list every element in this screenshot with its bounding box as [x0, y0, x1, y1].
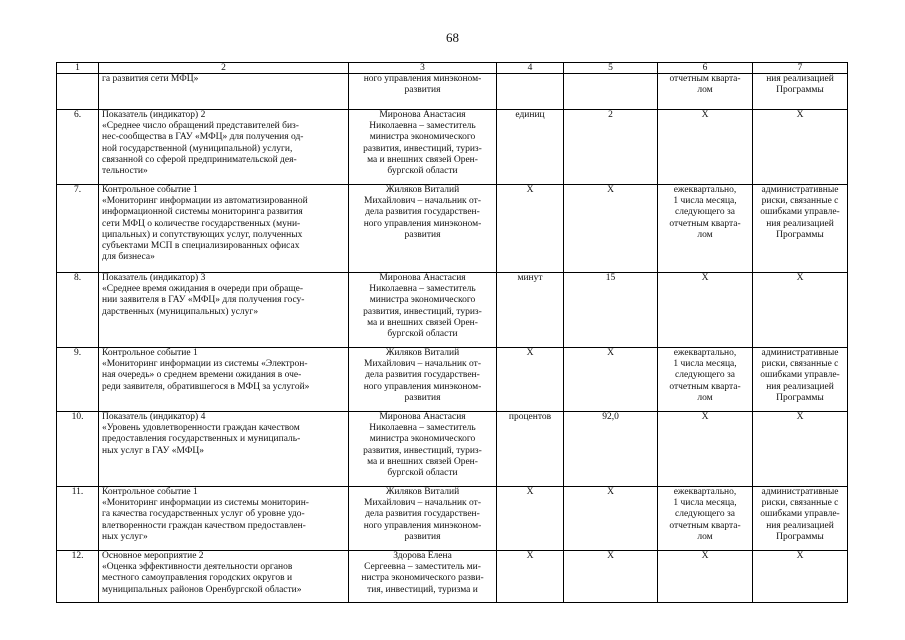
row-number: 7. — [57, 185, 99, 273]
deadline: ежеквартально, 1 числа месяца, следующего за отчетным кварта- лом — [658, 487, 753, 551]
measure-name: Показатель (индикатор) 3 «Среднее время ожидания в очереди при обраще- нии заявителя в ГАУ «МФЦ» для получения госу- дарственных (муниципальных) услуг» — [99, 273, 349, 348]
responsible: Жиляков Виталий Михайлович – начальник от- дела развития государствен- ного управления минэконом- развития — [349, 487, 497, 551]
table-row — [57, 348, 848, 412]
table-row — [57, 273, 848, 348]
header-cell: 1 — [57, 63, 99, 74]
row-number: 9. — [57, 348, 99, 412]
table-row — [57, 412, 848, 487]
risks: ния реализацией Программы — [753, 74, 848, 110]
deadline: отчетным квартa- лом — [658, 74, 753, 110]
table-row — [57, 110, 848, 185]
programme-table — [56, 62, 848, 603]
value: X — [564, 487, 658, 551]
deadline: ежеквартально, 1 числа месяца, следующего за отчетным кварта- лом — [658, 185, 753, 273]
row-number: 12. — [57, 551, 99, 603]
risks: X — [753, 273, 848, 348]
value: X — [564, 551, 658, 603]
row-number: 10. — [57, 412, 99, 487]
responsible: Жиляков Виталий Михайлович – начальник от- дела развития государствен- ного управления минэконом- развития — [349, 185, 497, 273]
measure-name: га развития сети МФЦ» — [99, 74, 349, 110]
row-number: 6. — [57, 110, 99, 185]
header-cell: 3 — [349, 63, 497, 74]
header-cell: 7 — [753, 63, 848, 74]
value: X — [564, 185, 658, 273]
risks: административные риски, связанные с ошибками управле- ния реализацией Программы — [753, 348, 848, 412]
value: 2 — [564, 110, 658, 185]
unit: минут — [497, 273, 564, 348]
measure-name: Показатель (индикатор) 2 «Среднее число обращений представителей биз- нес-сообщества в ГАУ «МФЦ» для получения од- ной государственной (муниципальной) услуги, связанной со сферой предпринимательской дея- тельности» — [99, 110, 349, 185]
row-number: 11. — [57, 487, 99, 551]
measure-name: Контрольное событие 1 «Мониторинг информации из системы мониторин- га качества государственных услуг об уровне удо- влетворенности граждан качеством предоставлен- ных услуг» — [99, 487, 349, 551]
responsible: Миронова Анастасия Николаевна – заместитель министра экономического развития, инвестиций, туриз- ма и внешних связей Орен- бургской области — [349, 110, 497, 185]
unit: X — [497, 551, 564, 603]
measure-name: Основное мероприятие 2 «Оценка эффективности деятельности органов местного самоуправления городских округов и муниципальных районов Оренбургской области» — [99, 551, 349, 603]
risks: административные риски, связанные с ошибками управле- ния реализацией Программы — [753, 185, 848, 273]
responsible: Миронова Анастасия Николаевна – заместитель министра экономического развития, инвестиций, туриз- ма и внешних связей Орен- бургской области — [349, 412, 497, 487]
measure-name: Контрольное событие 1 «Мониторинг информации из системы «Электрон- ная очередь» о среднем времени ожидания в оче- реди заявителя, обратившегося в МФЦ за услугой» — [99, 348, 349, 412]
deadline: ежеквартально, 1 числа месяца, следующего за отчетным кварта- лом — [658, 348, 753, 412]
deadline: X — [658, 110, 753, 185]
unit: X — [497, 487, 564, 551]
risks: административные риски, связанные с ошибками управле- ния реализацией Программы — [753, 487, 848, 551]
responsible: Миронова Анастасия Николаевна – заместитель министра экономического развития, инвестиций, туриз- ма и внешних связей Орен- бургской области — [349, 273, 497, 348]
header-cell: 6 — [658, 63, 753, 74]
responsible: Жиляков Виталий Михайлович – начальник от- дела развития государствен- ного управления минэконом- развития — [349, 348, 497, 412]
value: 92,0 — [564, 412, 658, 487]
page-number: 68 — [446, 30, 459, 45]
table-row — [57, 185, 848, 273]
responsible: Здорова Елена Сергеевна – заместитель ми- нистра экономического разви- тия, инвестиций, туризма и — [349, 551, 497, 603]
deadline: X — [658, 551, 753, 603]
table-row — [57, 487, 848, 551]
row-number: 8. — [57, 273, 99, 348]
table-row — [57, 74, 848, 110]
unit: X — [497, 185, 564, 273]
row-number — [57, 74, 99, 110]
header-cell: 5 — [564, 63, 658, 74]
header-cell: 2 — [99, 63, 349, 74]
measure-name: Контрольное событие 1 «Мониторинг информации из автоматизированной информационной системы мониторинга развития сети МФЦ о количестве государственных (муни- ципальных) и сопутствующих услуг, полученных субъектами МСП в специализированных офисах для бизнеса» — [99, 185, 349, 273]
value: X — [564, 348, 658, 412]
value — [564, 74, 658, 110]
risks: X — [753, 551, 848, 603]
unit: процентов — [497, 412, 564, 487]
unit: единиц — [497, 110, 564, 185]
unit — [497, 74, 564, 110]
unit: X — [497, 348, 564, 412]
deadline: X — [658, 412, 753, 487]
table-row — [57, 551, 848, 603]
responsible: ного управления минэконом- развития — [349, 74, 497, 110]
risks: X — [753, 412, 848, 487]
header-row — [57, 63, 848, 74]
measure-name: Показатель (индикатор) 4 «Уровень удовлетворенности граждан качеством предоставления государственных и муниципаль- ных услуг в ГАУ «МФЦ» — [99, 412, 349, 487]
header-cell: 4 — [497, 63, 564, 74]
value: 15 — [564, 273, 658, 348]
deadline: X — [658, 273, 753, 348]
risks: X — [753, 110, 848, 185]
